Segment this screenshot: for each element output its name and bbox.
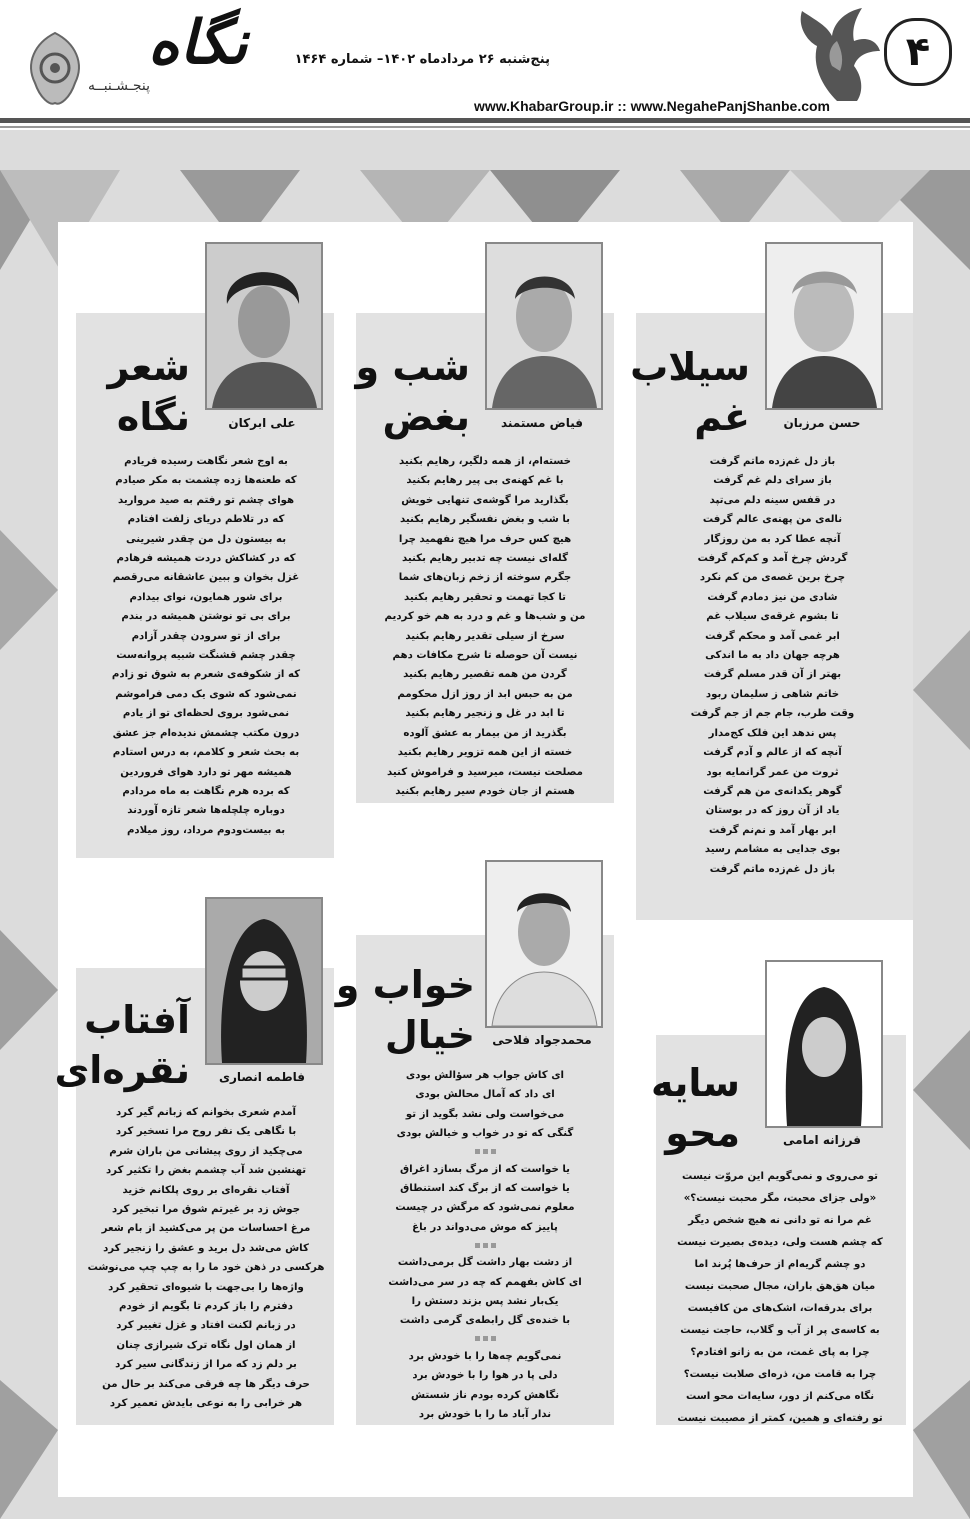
poem-line: تو می‌روی و نمی‌گویم این مروّت نیست (682, 1171, 878, 1182)
poet-name: حسن مرزبان (783, 416, 861, 430)
poem-title: شب و بغض (355, 345, 470, 439)
poem-line: واژه‌ها را بی‌جهت با شیوه‌ای تحقیر کرد (108, 1281, 304, 1293)
poem-line: به بیست‌ودوم مرداد، روز میلادم (126, 824, 286, 836)
poem-line: گوهر یکدانه‌ی من هم گرفت (703, 785, 842, 797)
poet-photo-farzaneh-emami (765, 960, 883, 1128)
poem-line: با شب و بغض نفسگیر رهایم بکنید (399, 514, 570, 526)
logo-sub: پنجـشـنبــه (88, 78, 151, 94)
poem-line: پاییز که موش می‌دواند در باغ (412, 1221, 558, 1233)
poem-line: تو رفته‌ای و همین، کمتر از مصیبت نیست (677, 1413, 883, 1424)
ornament-icon (20, 28, 90, 108)
poem-text (370, 1066, 600, 1425)
poem-line: چقدر چشم قشنگت شبیه پروانه‌ست (116, 650, 296, 662)
poem-title: سایه محو (651, 1061, 740, 1155)
poem-line: خسته از این همه تزویر رهایم بکنید (397, 747, 573, 759)
poet-photo-hasan-marzban (765, 242, 883, 410)
poem-line: برای بی تو نوشتن همیشه در بندم (121, 611, 291, 623)
poem-line: بهتر از آن قدر مسلم گرفت (703, 669, 842, 681)
poem-line: گله‌ای نیست چه تدبیر رهایم بکنید (401, 553, 569, 565)
poem-line: باز دل غم‌زده ماتم گرفت (709, 456, 836, 467)
poem-line: از دشت بهار داشت گل برمی‌داشت (397, 1257, 573, 1269)
poem-line: شادی من نیز دمادم گرفت (707, 591, 838, 603)
poem-line: ابر غمی آمد و محکم گرفت (705, 630, 840, 642)
poem-line: برای بدرقه‌ات، اشک‌های من کافیست (687, 1303, 873, 1314)
logo-main: نگاه (148, 8, 248, 78)
poem-line: ثروت من عمر گرانمایه بود (706, 766, 839, 778)
poem-line: چرا به قامت من، ذره‌ای صلابت نیست؟ (683, 1369, 877, 1380)
poem-line: مصلحت نیست، میرسید و فراموش کنید (387, 766, 583, 778)
poem-line: مرغ احساسات من پر می‌کشید از بام شعر (101, 1223, 311, 1235)
poem-line: که از شکوفه‌ی شعرم به شوق تو زادم (111, 669, 301, 681)
poem-line: به بیستون دل من چقدر شیرینی (125, 533, 287, 545)
stanza-separator (370, 1237, 600, 1253)
poem-line: به کاسه‌ی پر از آب و گلاب، حاجت نیست (680, 1325, 880, 1336)
poem-line: که برده هرم نگاهت به ماه مردادم (122, 785, 290, 797)
poem-line: من و شب‌ها و غم و درد به هم خو کردیم (384, 611, 586, 623)
poem-line: دفترم را باز کردم تا بگویم از خودم (119, 1301, 293, 1313)
newspaper-logo (88, 8, 308, 108)
poet-photo-mohammadjavad-fallahi (485, 860, 603, 1028)
poem-line: بگذارید مرا گوشه‌ی تنهایی خویش (401, 494, 569, 506)
poem-line: نمی‌شود بروی لحظه‌ای تو از یادم (122, 708, 290, 720)
poet-photo-ali-abarkan (205, 242, 323, 410)
poem-line: نمی‌شود که شوی یک دمی فراموشم (115, 688, 297, 700)
phoenix-icon (792, 6, 882, 106)
poet-name: فاطمه انصاری (218, 1070, 306, 1084)
poem-line: ابر بهار آمد و نم‌نم گرفت (709, 824, 836, 836)
poem-line: گنگی که تو در خواب و خیالش بودی (396, 1128, 574, 1140)
poem-line: چرا به پای غمت، من به زانو افتادم؟ (690, 1347, 870, 1358)
poem-line: گردن من همه تقصیر رهایم بکنید (403, 669, 567, 681)
poem-text (92, 452, 320, 840)
poem-line: که طعنه‌ها زده چشمت به مکر صیادم (115, 475, 297, 487)
poem-line: به اوج شعر نگاهت رسیده فریادم (124, 456, 288, 467)
poem-line: که در کشاکش دردت همیشه فرهادم (116, 553, 296, 565)
poem-line: ندار آباد ما را با خودش برد (418, 1409, 552, 1421)
poem-line: خاتم شاهی ز سلیمان ربود (705, 688, 840, 700)
poem-line: حرف دیگر ها چه فرقی می‌کند بر حال من (102, 1378, 310, 1390)
poem-line: که چشم هست ولی، دیده‌ی بصیرت نیست (677, 1237, 883, 1248)
poem-line: نگاه می‌کنم از دور، سایه‌ات محو است (685, 1391, 875, 1402)
poem-line: آنچه عطا کرد به من روزگار (704, 533, 841, 545)
poem-line: که در تلاطم دریای زلفت افتادم (127, 514, 285, 526)
poem-title: شعر نگاه (107, 345, 190, 439)
poem-line: «ولی جزای محبت، مگر محبت نیست؟» (683, 1193, 877, 1204)
poem-line: گردش چرخ آمد و کم‌کم گرفت (697, 553, 848, 565)
poem-line: با خنده‌ی گل رابطه‌ی گرمی داشت (399, 1315, 571, 1327)
poem-line: تا ابد در غل و زنجیر رهایم بکنید (405, 708, 565, 720)
poem-line: در قفس سینه دلم می‌تپد (709, 494, 836, 506)
poem-line: معلوم نمی‌شود که مرگش در چیست (395, 1202, 575, 1214)
poem-line: یا خواست که از مرگ بسازد اغراق (400, 1163, 570, 1175)
page-header (0, 0, 970, 130)
poem-line: به بحث شعر و کلامم، به درس استادم (112, 747, 300, 759)
poem-line: برای شور همایون، نوای بیدادم (129, 591, 283, 603)
page-number: ۴ (884, 18, 952, 86)
poem-line: می‌چکید از روی پیشانی من باران شرم (109, 1145, 303, 1157)
poem-line: هیچ کس حرف مرا هیچ نفهمید چرا (398, 533, 572, 545)
poem-line: غم مرا نه تو دانی نه هیچ شخص دیگر (688, 1215, 872, 1226)
poem-line: یا خواست که از برگ کند استنطاق (400, 1183, 570, 1195)
poem-line: دوباره چلچله‌ها شعر تازه آوردند (127, 805, 285, 817)
poem-line: تا کجا تهمت و تحقیر رهایم بکنید (403, 591, 567, 603)
poem-line: هوای چشم تو رفتم به صید مروارید (117, 494, 295, 506)
poem-line: دو چشم گریه‌ام از حرف‌ها پُرند اما (694, 1259, 866, 1270)
poet-name: فرزانه امامی (783, 1133, 861, 1147)
poem-line: چرخ برین غصه‌ی من کم نکرد (699, 572, 846, 584)
poem-line: کاش می‌شد دل برید و عشق را زنجیر کرد (103, 1242, 309, 1254)
poem-line: وقت طرب، جام جم از جم گرفت (690, 708, 855, 720)
poem-line: ای داد که آمال محالش بودی (415, 1089, 555, 1101)
poem-line: من به حبس ابد از روز ازل محکومم (397, 688, 573, 700)
poem-title: خواب و خیال (335, 963, 475, 1057)
poem-line: برای از تو سرودن چقدر آزادم (131, 630, 281, 642)
stanza-separator (370, 1331, 600, 1347)
poet-name: علی ابرکان (228, 416, 296, 430)
poet-name: فیاض مستمند (501, 416, 583, 430)
poet-photo-fayaz-mostamand (485, 242, 603, 410)
poem-title: سیلاب غم (630, 345, 750, 439)
poem-line: با نگاهی یک نفر روح مرا تسخیر کرد (115, 1126, 297, 1138)
poem-line: یک‌بار نشد پس بزند دستش را (411, 1296, 559, 1308)
poet-photo-fatemeh-ansari (205, 897, 323, 1065)
poem-line: خسته‌ام، از همه دلگیر، رهایم بکنید (399, 456, 571, 467)
poem-line: تهنشین شد آب چشمم بغض را تکثیر کرد (105, 1165, 307, 1177)
poem-line: میان هق‌هق باران، مجال صحبت نیست (684, 1281, 876, 1292)
poem-line: از همان اول نگاه ترک شیرازی چنان (116, 1339, 296, 1351)
poem-line: با غم کهنه‌ی بی پیر رهایم بکنید (406, 475, 564, 487)
poem-line: بر دلم زد که مرا از زندگانی سیر کرد (115, 1359, 297, 1371)
poem-line: باز سرای دلم غم گرفت (713, 475, 832, 487)
poem-line: در زبانم لکنت افتاد و غزل تغییر کرد (116, 1320, 296, 1332)
website-urls[interactable]: www.KhabarGroup.ir :: www.NegahePanjShanbe.com (473, 98, 830, 114)
poem-line: آمدم شعری بخوانم که زبانم گیر کرد (115, 1107, 297, 1118)
poem-line: نگاهش کرده بودم ناز شستش (410, 1389, 560, 1401)
poem-line: هرچه جهان داد به ما اندکی (705, 650, 840, 662)
poem-text (86, 1103, 326, 1414)
poem-line: می‌خواست ولی نشد بگوید از تو (405, 1108, 565, 1120)
poem-line: نمی‌گویم چه‌ها را با خودش برد (408, 1350, 562, 1362)
poem-line: غزل بخوان و ببین عاشقانه می‌رقصم (112, 572, 300, 584)
poem-title: آفتاب نقره‌ای (54, 998, 190, 1092)
poem-line: نیست آن حوصله تا شرح مکافات دهم (392, 650, 578, 662)
poem-line: ای کاش بفهمم که چه در سر می‌داشت (388, 1276, 582, 1288)
poem-line: هستم از جان خودم سیر رهایم بکنید (395, 785, 575, 797)
poem-text (660, 1166, 900, 1430)
poem-line: آنچه که از عالم و آدم گرفت (703, 747, 842, 759)
poem-text (660, 452, 885, 879)
poem-line: ناله‌ی من پهنه‌ی عالم گرفت (702, 514, 843, 526)
poem-line: همیشه مهر تو دارد هوای فروردین (120, 766, 292, 778)
poem-line: آفتاب نقره‌ای بر روی پلکانم خزید (122, 1184, 290, 1196)
poem-line: هرکسی در ذهن خود ما را به چپ چپ می‌نوشت (87, 1262, 325, 1274)
poem-text (370, 452, 600, 801)
poem-line: بگذرید از من بیمار به عشق آلوده (403, 727, 567, 739)
poem-line: هر خرابی را به نوعی بایدش تعمیر کرد (109, 1398, 303, 1410)
poem-line: ای کاش جواب هر سؤالش بودی (405, 1070, 565, 1081)
poem-line: سرخ از سیلی تقدیر رهایم بکنید (405, 630, 565, 642)
poem-line: یاد از آن روز که در بوستان (705, 805, 840, 817)
poem-line: جوش زد بر غیرتم شوق مرا تبخیر کرد (111, 1204, 301, 1216)
stanza-separator (370, 1144, 600, 1160)
poem-line: بوی جدایی به مشامم رسید (704, 844, 841, 856)
poem-line: جگرم سوخته از زخم زبان‌های شما (398, 572, 572, 584)
poem-line: باز دل غم‌زده ماتم گرفت (709, 863, 836, 875)
poet-name: محمدجواد فلاحی (492, 1033, 592, 1047)
dateline: پنج‌شنبه ۲۶ مرداد‌ماه ۱۴۰۲– شماره ۱۴۶۴ (294, 52, 550, 67)
poem-line: تا بشوم غرقه‌ی سیلاب غم (706, 611, 839, 623)
poem-line: دلی پا در هوا را با خودش برد (412, 1370, 558, 1382)
poem-line: درون مکتب چشمش ندیده‌ام جز عشق (112, 727, 300, 739)
poem-line: پس ندهد این فلک کج‌مدار (708, 727, 837, 739)
